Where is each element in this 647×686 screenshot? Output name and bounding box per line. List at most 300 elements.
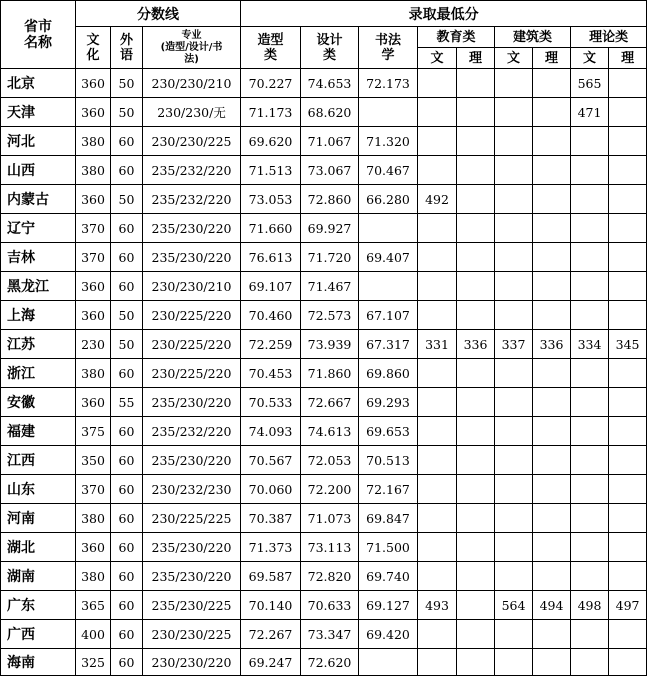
header-province: 省市 名称 bbox=[1, 1, 76, 69]
table-row bbox=[1, 98, 647, 127]
cell-edu-li bbox=[457, 417, 495, 446]
cell-culture: 350 bbox=[76, 446, 111, 475]
cell-culture: 375 bbox=[76, 417, 111, 446]
cell-arch-li bbox=[533, 446, 571, 475]
cell-calligraphy: 67.317 bbox=[359, 330, 418, 359]
cell-design: 72.053 bbox=[301, 446, 359, 475]
cell-foreign: 60 bbox=[111, 359, 143, 388]
cell-theo-wen: 471 bbox=[571, 98, 609, 127]
cell-modeling: 72.267 bbox=[241, 620, 301, 649]
header-theory: 理论类 bbox=[571, 27, 647, 48]
cell-arch-li bbox=[533, 98, 571, 127]
cell-culture: 400 bbox=[76, 620, 111, 649]
cell-edu-li bbox=[457, 533, 495, 562]
cell-arch-wen bbox=[495, 620, 533, 649]
cell-edu-li bbox=[457, 591, 495, 620]
cell-arch-li bbox=[533, 272, 571, 301]
cell-design: 72.820 bbox=[301, 562, 359, 591]
header-calligraphy: 书法 学 bbox=[359, 27, 418, 69]
cell-foreign: 60 bbox=[111, 475, 143, 504]
cell-modeling: 69.247 bbox=[241, 649, 301, 676]
cell-foreign: 60 bbox=[111, 620, 143, 649]
cell-modeling: 71.373 bbox=[241, 533, 301, 562]
cell-culture: 365 bbox=[76, 591, 111, 620]
cell-calligraphy: 69.420 bbox=[359, 620, 418, 649]
cell-arch-li: 336 bbox=[533, 330, 571, 359]
cell-theo-li bbox=[609, 185, 647, 214]
cell-design: 73.067 bbox=[301, 156, 359, 185]
cell-design: 68.620 bbox=[301, 98, 359, 127]
table-row bbox=[1, 562, 647, 591]
cell-edu-wen: 492 bbox=[418, 185, 457, 214]
cell-theo-li bbox=[609, 620, 647, 649]
cell-theo-li bbox=[609, 301, 647, 330]
cell-edu-wen bbox=[418, 417, 457, 446]
cell-edu-li bbox=[457, 214, 495, 243]
cell-edu-wen bbox=[418, 69, 457, 98]
cell-province: 山西 bbox=[1, 156, 76, 185]
cell-modeling: 76.613 bbox=[241, 243, 301, 272]
cell-foreign: 55 bbox=[111, 388, 143, 417]
cell-province: 山东 bbox=[1, 475, 76, 504]
cell-foreign: 60 bbox=[111, 533, 143, 562]
cell-design: 72.667 bbox=[301, 388, 359, 417]
header-culture: 文 化 bbox=[76, 27, 111, 69]
cell-edu-li bbox=[457, 620, 495, 649]
cell-arch-li bbox=[533, 388, 571, 417]
cell-culture: 380 bbox=[76, 504, 111, 533]
cell-theo-wen bbox=[571, 301, 609, 330]
cell-edu-wen bbox=[418, 533, 457, 562]
cell-arch-wen bbox=[495, 243, 533, 272]
cell-arch-wen bbox=[495, 417, 533, 446]
cell-arch-wen: 564 bbox=[495, 591, 533, 620]
cell-province: 河北 bbox=[1, 127, 76, 156]
cell-foreign: 60 bbox=[111, 504, 143, 533]
cell-arch-li bbox=[533, 649, 571, 676]
cell-foreign: 60 bbox=[111, 272, 143, 301]
cell-arch-li bbox=[533, 127, 571, 156]
cell-arch-wen: 337 bbox=[495, 330, 533, 359]
cell-foreign: 60 bbox=[111, 562, 143, 591]
cell-edu-li bbox=[457, 475, 495, 504]
cell-calligraphy: 72.167 bbox=[359, 475, 418, 504]
cell-major: 235/230/220 bbox=[143, 446, 241, 475]
cell-major: 230/225/220 bbox=[143, 301, 241, 330]
cell-modeling: 70.460 bbox=[241, 301, 301, 330]
cell-theo-li bbox=[609, 243, 647, 272]
cell-arch-wen bbox=[495, 446, 533, 475]
cell-edu-wen: 493 bbox=[418, 591, 457, 620]
cell-foreign: 60 bbox=[111, 446, 143, 475]
cell-calligraphy: 70.513 bbox=[359, 446, 418, 475]
cell-arch-li bbox=[533, 214, 571, 243]
table-row bbox=[1, 301, 647, 330]
cell-province: 福建 bbox=[1, 417, 76, 446]
cell-foreign: 60 bbox=[111, 127, 143, 156]
cell-foreign: 60 bbox=[111, 417, 143, 446]
cell-arch-wen bbox=[495, 214, 533, 243]
cell-foreign: 60 bbox=[111, 649, 143, 676]
cell-modeling: 70.060 bbox=[241, 475, 301, 504]
cell-culture: 360 bbox=[76, 272, 111, 301]
cell-culture: 380 bbox=[76, 127, 111, 156]
cell-design: 72.860 bbox=[301, 185, 359, 214]
cell-edu-wen bbox=[418, 504, 457, 533]
cell-arch-li bbox=[533, 69, 571, 98]
cell-province: 天津 bbox=[1, 98, 76, 127]
cell-major: 235/232/220 bbox=[143, 185, 241, 214]
cell-theo-li bbox=[609, 127, 647, 156]
cell-design: 73.113 bbox=[301, 533, 359, 562]
cell-theo-wen bbox=[571, 475, 609, 504]
cell-arch-li bbox=[533, 504, 571, 533]
cell-calligraphy: 72.173 bbox=[359, 69, 418, 98]
cell-edu-wen bbox=[418, 301, 457, 330]
cell-culture: 360 bbox=[76, 69, 111, 98]
cell-modeling: 69.107 bbox=[241, 272, 301, 301]
cell-theo-li bbox=[609, 533, 647, 562]
cell-province: 黑龙江 bbox=[1, 272, 76, 301]
cell-modeling: 71.513 bbox=[241, 156, 301, 185]
cell-arch-wen bbox=[495, 388, 533, 417]
cell-calligraphy bbox=[359, 214, 418, 243]
cell-arch-li bbox=[533, 301, 571, 330]
cell-major: 230/230/220 bbox=[143, 649, 241, 676]
cell-edu-li bbox=[457, 243, 495, 272]
table-row bbox=[1, 620, 647, 649]
cell-province: 湖北 bbox=[1, 533, 76, 562]
cell-modeling: 70.227 bbox=[241, 69, 301, 98]
cell-calligraphy: 69.653 bbox=[359, 417, 418, 446]
cell-province: 上海 bbox=[1, 301, 76, 330]
cell-major: 235/230/220 bbox=[143, 533, 241, 562]
cell-culture: 360 bbox=[76, 98, 111, 127]
cell-culture: 325 bbox=[76, 649, 111, 676]
cell-culture: 360 bbox=[76, 533, 111, 562]
cell-major: 230/232/230 bbox=[143, 475, 241, 504]
cell-foreign: 60 bbox=[111, 591, 143, 620]
cell-theo-wen bbox=[571, 243, 609, 272]
table-row bbox=[1, 591, 647, 620]
cell-edu-wen bbox=[418, 243, 457, 272]
cell-calligraphy: 67.107 bbox=[359, 301, 418, 330]
header-modeling: 造型 类 bbox=[241, 27, 301, 69]
cell-province: 辽宁 bbox=[1, 214, 76, 243]
cell-major: 230/225/225 bbox=[143, 504, 241, 533]
cell-theo-wen: 334 bbox=[571, 330, 609, 359]
cell-edu-li bbox=[457, 504, 495, 533]
cell-design: 73.939 bbox=[301, 330, 359, 359]
cell-culture: 360 bbox=[76, 388, 111, 417]
table-row bbox=[1, 388, 647, 417]
cell-theo-wen bbox=[571, 446, 609, 475]
cell-theo-wen bbox=[571, 272, 609, 301]
cell-foreign: 50 bbox=[111, 301, 143, 330]
cell-edu-wen: 331 bbox=[418, 330, 457, 359]
cell-calligraphy: 69.293 bbox=[359, 388, 418, 417]
cell-major: 230/225/220 bbox=[143, 359, 241, 388]
cell-design: 74.653 bbox=[301, 69, 359, 98]
cell-edu-wen bbox=[418, 156, 457, 185]
table-row bbox=[1, 272, 647, 301]
cell-arch-li bbox=[533, 533, 571, 562]
cell-calligraphy: 71.500 bbox=[359, 533, 418, 562]
table-row bbox=[1, 504, 647, 533]
cell-major: 230/230/210 bbox=[143, 69, 241, 98]
cell-arch-wen bbox=[495, 504, 533, 533]
cell-calligraphy: 69.740 bbox=[359, 562, 418, 591]
header-edu-wen: 文 bbox=[418, 48, 457, 69]
cell-calligraphy bbox=[359, 98, 418, 127]
cell-edu-wen bbox=[418, 272, 457, 301]
cell-arch-wen bbox=[495, 359, 533, 388]
cell-calligraphy bbox=[359, 272, 418, 301]
cell-theo-li bbox=[609, 417, 647, 446]
cell-theo-li bbox=[609, 562, 647, 591]
cell-arch-li bbox=[533, 185, 571, 214]
cell-major: 230/230/225 bbox=[143, 620, 241, 649]
table-body bbox=[1, 69, 647, 676]
cell-modeling: 70.140 bbox=[241, 591, 301, 620]
cell-edu-li: 336 bbox=[457, 330, 495, 359]
cell-edu-li bbox=[457, 388, 495, 417]
header-admission-min: 录取最低分 bbox=[241, 1, 647, 27]
cell-edu-wen bbox=[418, 98, 457, 127]
cell-modeling: 71.173 bbox=[241, 98, 301, 127]
cell-arch-li bbox=[533, 156, 571, 185]
cell-modeling: 70.387 bbox=[241, 504, 301, 533]
cell-design: 73.347 bbox=[301, 620, 359, 649]
cell-edu-wen bbox=[418, 214, 457, 243]
cell-province: 海南 bbox=[1, 649, 76, 676]
cell-arch-wen bbox=[495, 301, 533, 330]
cell-province: 浙江 bbox=[1, 359, 76, 388]
cell-design: 72.620 bbox=[301, 649, 359, 676]
cell-arch-wen bbox=[495, 533, 533, 562]
cell-arch-wen bbox=[495, 156, 533, 185]
cell-modeling: 70.567 bbox=[241, 446, 301, 475]
table-row bbox=[1, 69, 647, 98]
table-row bbox=[1, 475, 647, 504]
cell-foreign: 50 bbox=[111, 98, 143, 127]
cell-design: 71.067 bbox=[301, 127, 359, 156]
cell-culture: 360 bbox=[76, 301, 111, 330]
cell-province: 广东 bbox=[1, 591, 76, 620]
cell-arch-li bbox=[533, 417, 571, 446]
cell-edu-li bbox=[457, 359, 495, 388]
cell-modeling: 72.259 bbox=[241, 330, 301, 359]
header-arch-li: 理 bbox=[533, 48, 571, 69]
cell-modeling: 74.093 bbox=[241, 417, 301, 446]
header-architecture: 建筑类 bbox=[495, 27, 571, 48]
cell-edu-wen bbox=[418, 359, 457, 388]
cell-theo-wen bbox=[571, 156, 609, 185]
cell-arch-wen bbox=[495, 272, 533, 301]
cell-foreign: 50 bbox=[111, 330, 143, 359]
cell-major: 230/230/无 bbox=[143, 98, 241, 127]
table-row bbox=[1, 127, 647, 156]
cell-theo-li bbox=[609, 388, 647, 417]
cell-arch-wen bbox=[495, 127, 533, 156]
cell-modeling: 71.660 bbox=[241, 214, 301, 243]
cell-theo-li bbox=[609, 156, 647, 185]
header-theo-li: 理 bbox=[609, 48, 647, 69]
cell-theo-wen bbox=[571, 504, 609, 533]
cell-foreign: 60 bbox=[111, 156, 143, 185]
cell-province: 北京 bbox=[1, 69, 76, 98]
cell-calligraphy: 71.320 bbox=[359, 127, 418, 156]
cell-edu-wen bbox=[418, 562, 457, 591]
cell-major: 235/230/225 bbox=[143, 591, 241, 620]
header-arch-wen: 文 bbox=[495, 48, 533, 69]
cell-theo-wen bbox=[571, 649, 609, 676]
cell-calligraphy: 69.847 bbox=[359, 504, 418, 533]
cell-arch-wen bbox=[495, 475, 533, 504]
cell-theo-wen bbox=[571, 127, 609, 156]
cell-calligraphy: 66.280 bbox=[359, 185, 418, 214]
cell-calligraphy: 69.407 bbox=[359, 243, 418, 272]
cell-theo-li bbox=[609, 69, 647, 98]
cell-province: 安徽 bbox=[1, 388, 76, 417]
cell-foreign: 50 bbox=[111, 69, 143, 98]
cell-theo-wen bbox=[571, 620, 609, 649]
header-foreign: 外 语 bbox=[111, 27, 143, 69]
cell-theo-wen bbox=[571, 533, 609, 562]
cell-modeling: 70.533 bbox=[241, 388, 301, 417]
cell-edu-wen bbox=[418, 620, 457, 649]
cell-theo-li bbox=[609, 272, 647, 301]
cell-province: 江苏 bbox=[1, 330, 76, 359]
cell-province: 内蒙古 bbox=[1, 185, 76, 214]
cell-edu-li bbox=[457, 69, 495, 98]
cell-arch-wen bbox=[495, 185, 533, 214]
cell-design: 69.927 bbox=[301, 214, 359, 243]
header-edu-li: 理 bbox=[457, 48, 495, 69]
cell-theo-wen bbox=[571, 185, 609, 214]
cell-theo-li bbox=[609, 214, 647, 243]
cell-major: 235/230/220 bbox=[143, 243, 241, 272]
cell-design: 72.200 bbox=[301, 475, 359, 504]
table-row bbox=[1, 156, 647, 185]
cell-edu-wen bbox=[418, 127, 457, 156]
table-row bbox=[1, 649, 647, 676]
cell-edu-li bbox=[457, 156, 495, 185]
cell-culture: 380 bbox=[76, 562, 111, 591]
cell-calligraphy bbox=[359, 649, 418, 676]
cell-theo-wen: 565 bbox=[571, 69, 609, 98]
cell-major: 235/232/220 bbox=[143, 417, 241, 446]
cell-calligraphy: 70.467 bbox=[359, 156, 418, 185]
cell-theo-wen bbox=[571, 359, 609, 388]
cell-theo-li bbox=[609, 446, 647, 475]
cell-edu-wen bbox=[418, 475, 457, 504]
header-design: 设计 类 bbox=[301, 27, 359, 69]
table-row bbox=[1, 214, 647, 243]
header-education: 教育类 bbox=[418, 27, 495, 48]
table-row bbox=[1, 185, 647, 214]
cell-arch-li bbox=[533, 359, 571, 388]
cell-theo-wen bbox=[571, 388, 609, 417]
cell-province: 湖南 bbox=[1, 562, 76, 591]
cell-theo-li bbox=[609, 649, 647, 676]
cell-edu-li bbox=[457, 562, 495, 591]
table-row bbox=[1, 446, 647, 475]
cell-edu-li bbox=[457, 98, 495, 127]
cell-theo-li: 497 bbox=[609, 591, 647, 620]
table-row bbox=[1, 417, 647, 446]
cell-foreign: 50 bbox=[111, 185, 143, 214]
cell-theo-li bbox=[609, 98, 647, 127]
cell-major: 230/230/210 bbox=[143, 272, 241, 301]
cell-theo-li bbox=[609, 359, 647, 388]
cell-theo-wen bbox=[571, 214, 609, 243]
header-theo-wen: 文 bbox=[571, 48, 609, 69]
cell-major: 230/230/225 bbox=[143, 127, 241, 156]
cell-major: 230/225/220 bbox=[143, 330, 241, 359]
cell-theo-wen bbox=[571, 562, 609, 591]
cell-major: 235/232/220 bbox=[143, 156, 241, 185]
cell-design: 74.613 bbox=[301, 417, 359, 446]
cell-edu-li bbox=[457, 185, 495, 214]
cell-design: 71.720 bbox=[301, 243, 359, 272]
cell-edu-wen bbox=[418, 649, 457, 676]
cell-edu-li bbox=[457, 649, 495, 676]
cell-design: 71.860 bbox=[301, 359, 359, 388]
cell-calligraphy: 69.127 bbox=[359, 591, 418, 620]
cell-design: 71.467 bbox=[301, 272, 359, 301]
cell-culture: 370 bbox=[76, 214, 111, 243]
cell-edu-li bbox=[457, 272, 495, 301]
cell-arch-wen bbox=[495, 69, 533, 98]
header-major: 专业 (造型/设计/书 法) bbox=[143, 27, 241, 69]
cell-culture: 360 bbox=[76, 185, 111, 214]
table-row bbox=[1, 330, 647, 359]
cell-major: 235/230/220 bbox=[143, 562, 241, 591]
cell-arch-li bbox=[533, 562, 571, 591]
cell-edu-li bbox=[457, 301, 495, 330]
cell-major: 235/230/220 bbox=[143, 388, 241, 417]
table-row bbox=[1, 359, 647, 388]
cell-edu-wen bbox=[418, 388, 457, 417]
header-score-line: 分数线 bbox=[76, 1, 241, 27]
cell-arch-wen bbox=[495, 98, 533, 127]
cell-theo-li: 345 bbox=[609, 330, 647, 359]
cell-modeling: 69.620 bbox=[241, 127, 301, 156]
cell-arch-li: 494 bbox=[533, 591, 571, 620]
cell-arch-wen bbox=[495, 649, 533, 676]
table-row bbox=[1, 243, 647, 272]
cell-culture: 380 bbox=[76, 359, 111, 388]
cell-modeling: 70.453 bbox=[241, 359, 301, 388]
cell-edu-li bbox=[457, 127, 495, 156]
cell-culture: 370 bbox=[76, 475, 111, 504]
cell-foreign: 60 bbox=[111, 214, 143, 243]
cell-theo-wen: 498 bbox=[571, 591, 609, 620]
cell-edu-wen bbox=[418, 446, 457, 475]
cell-province: 吉林 bbox=[1, 243, 76, 272]
cell-calligraphy: 69.860 bbox=[359, 359, 418, 388]
cell-province: 河南 bbox=[1, 504, 76, 533]
cell-theo-li bbox=[609, 475, 647, 504]
cell-major: 235/230/220 bbox=[143, 214, 241, 243]
cell-arch-li bbox=[533, 243, 571, 272]
cell-province: 江西 bbox=[1, 446, 76, 475]
cell-culture: 230 bbox=[76, 330, 111, 359]
cell-arch-li bbox=[533, 475, 571, 504]
cell-edu-li bbox=[457, 446, 495, 475]
cell-foreign: 60 bbox=[111, 243, 143, 272]
